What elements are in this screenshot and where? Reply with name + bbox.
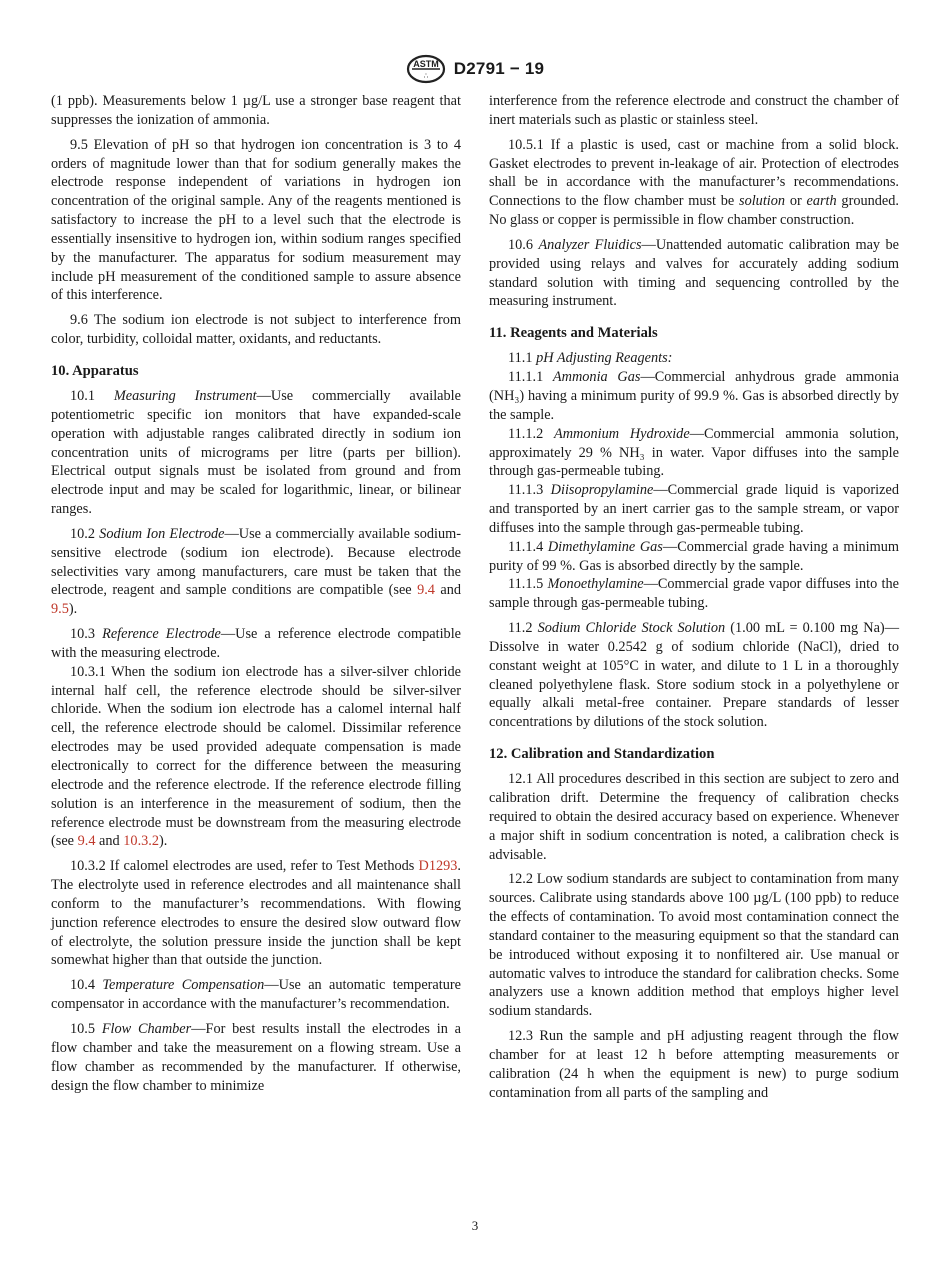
- paragraph: 10.3.2 If calomel electrodes are used, refer to Test Methods D1293. The electrolyte used in reference electrodes and all maintenance shall conform to the manufacturer’s recommendations. With flowing junction reference electrodes to ensure the desired slow outward flow of electrolyte, the solution pressure inside the junction shall be kept somewhat higher than that outside the junction.: [51, 858, 461, 969]
- section-heading: 10. Apparatus: [51, 362, 139, 379]
- paragraph: 12.1 All procedures described in this section are subject to zero and calibration drift. Determine the frequency of calibration checks required to obtain the desired accuracy based on experience. Whenever a major shift in sodium concentration is noted, a calibration check is advisable.: [489, 771, 899, 863]
- paragraph: 9.5 Elevation of pH so that hydrogen ion concentration is 3 to 4 orders of magnitude lower than that for sodium generally makes the electrode response independent of variations in hydrogen ion concentration of the original sample. Any of the reagents mentioned is satisfactory to increase the pH to a level such that the electrode is essentially insensitive to hydrogen ion, within sodium ranges specified by the manufacturer. The apparatus for sodium measurement may include pH measurement of the conditioned sample to assure absence of this interference.: [51, 136, 461, 304]
- paragraph: 9.6 The sodium ion electrode is not subject to interference from color, turbidity, colloidal matter, oxidants, and reductants.: [51, 312, 461, 348]
- paragraph: 10.3 Reference Electrode—Use a reference electrode compatible with the measuring electrode.: [51, 626, 462, 661]
- paragraph: 10.2 Sodium Ion Electrode—Use a commercially available sodium-sensitive electrode (sodium ion electrode). Because electrode selectivities vary among manufacturers, care must be taken that the electrode, reagent and sample conditions are compatible (see 9.4 and 9.5).: [51, 525, 461, 618]
- paragraph: 11.1 pH Adjusting Reagents:: [508, 350, 673, 367]
- paragraph: 12.2 Low sodium standards are subject to contamination from many sources. Calibrate using standards above 100 µg/L (100 ppb) to reduce the effects of contamination. To avoid most contamination connect the standard container to the measuring equipment so that the standard can be introduced without exposing it to nonfiltered air. Use manual or automatic valves to introduce the standard for calibration checks. Some analyzers use a known addition method that employs higher level sodium standards.: [489, 871, 899, 1020]
- paragraph: 11.1.1 Ammonia Gas—Commercial anhydrous grade ammonia (NH₃) having a minimum purity of 99.9 %. Gas is absorbed directly by the sample.: [489, 369, 899, 423]
- paragraph: 10.5.1 If a plastic is used, cast or machine from a solid block. Gasket electrodes to prevent in-leakage of air. Protection of electrodes shall be in accordance with the manufacturer’s recommendations. Connections to the flow chamber must be solution or earth grounded. No glass or copper is permissible in flow chamber construction.: [489, 136, 899, 229]
- section-heading: 11. Reagents and Materials: [489, 325, 658, 342]
- section-heading: 12. Calibration and Standardization: [489, 746, 715, 763]
- svg-text:ASTM: ASTM: [413, 59, 439, 69]
- paragraph: 11.1.3 Diisopropylamine—Commercial grade liquid is vaporized and transported by an inert carrier gas to the sample stream, or vapor diffuses into the sample through gas-permeable tubing.: [489, 482, 899, 536]
- page-header: [0, 52, 950, 86]
- page-number: 3: [471, 1218, 479, 1233]
- paragraph: 11.1.2 Ammonium Hydroxide—Commercial ammonia solution, approximately 29 % NH₃ in water. Vapor diffuses into the sample through gas-permeable tubing.: [489, 425, 899, 480]
- left-column: [51, 92, 461, 1101]
- paragraph: 12.3 Run the sample and pH adjusting reagent through the flow chamber for at least 12 h before attempting measurements or calibration (24 h when the equipment is new) to purge sodium contamination from all parts of the sampling and: [489, 1028, 899, 1101]
- paragraph: 11.1.4 Dimethylamine Gas—Commercial grade having a minimum purity of 99 %. Gas is absorbed directly by the sample.: [489, 538, 900, 574]
- paragraph: 10.5 Flow Chamber—For best results install the electrodes in a flow chamber and take the measurement on a flowing stream. Use a flow chamber as recommended by the manufacturer. If otherwise, design the flow chamber to minimize: [51, 1020, 461, 1094]
- astm-logo-icon: [406, 54, 446, 84]
- paragraph: 11.2 Sodium Chloride Stock Solution (1.00 mL = 0.100 mg Na)—Dissolve in water 0.2542 g of sodium chloride (NaCl), dried to constant weight at 105°C in water, and dilute to 1 L in a thoroughly cleaned polyethylene flask. Store sodium stock in a polyethylene or equally alkali metal-free container. Prepare standards of lesser concentrations by dilutions of the stock solution.: [489, 620, 899, 731]
- paragraph: 10.1 Measuring Instrument—Use commercially available potentiometric specific ion monitors that have expanded-scale operation with adjustable ranges calibrated directly in sodium ion concentration units of micrograms per litre (parts per billion). Electrical output signals must be isolated from ground and from electrode input and may be scaled for logarithmic, linear, or bilinear ranges.: [51, 387, 461, 518]
- right-column: [489, 92, 899, 1109]
- paragraph: 10.6 Analyzer Fluidics—Unattended automatic calibration may be provided using relays and valves for accurately adding sodium standard solution with timing and sequencing controlled by the measuring instrument.: [489, 236, 899, 310]
- paragraph: 10.4 Temperature Compensation—Use an automatic temperature compensator in accordance with the manufacturer’s recommendation.: [51, 977, 462, 1013]
- paragraph: 11.1.5 Monoethylamine—Commercial grade vapor diffuses into the sample through gas-permeable tubing.: [489, 576, 899, 612]
- paragraph: (1 ppb). Measurements below 1 µg/L use a stronger base reagent that suppresses the ionization of ammonia.: [51, 93, 461, 128]
- paragraph: interference from the reference electrode and construct the chamber of inert materials such as plastic or stainless steel.: [489, 93, 899, 128]
- document-id: D2791 − 19: [453, 59, 545, 78]
- svg-text:∴: ∴: [423, 73, 429, 80]
- paragraph: 10.3.1 When the sodium ion electrode has a silver-silver chloride internal half cell, the reference electrode should be silver-silver chloride. When the sodium ion electrode has a calomel internal half cell, the reference electrode should be calomel. Dissimilar reference electrodes may be used provided adequate compensation is made electronically to correct for the difference between the measuring electrode and the reference electrode. If the reference electrode filling solution is an interference in the measurement of sodium, then the reference electrode must be downstream from the measuring electrode (see 9.4 and 10.3.2).: [51, 663, 461, 850]
